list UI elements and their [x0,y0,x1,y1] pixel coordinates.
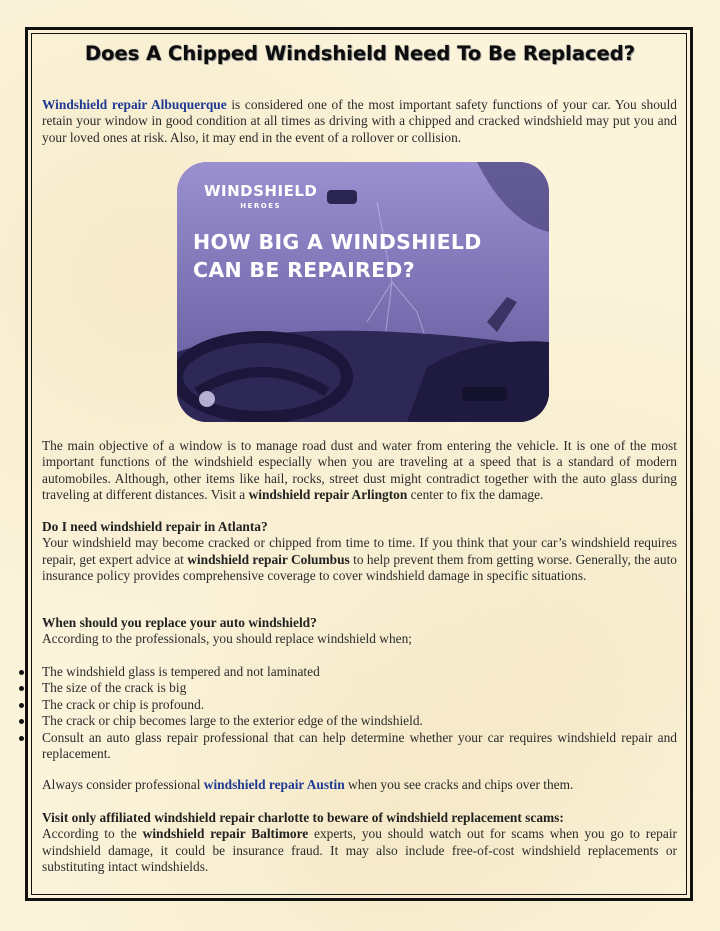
list-item-text: The windshield glass is tempered and not laminated [42,664,320,679]
list-item [0,680,677,696]
list-item [0,664,677,680]
logo-main-text: WINDSHIELD [204,182,318,200]
intro-paragraph [42,97,677,146]
list-item [0,697,677,713]
replace-section [42,615,677,648]
objective-tail: center to fix the damage. [407,487,544,503]
bullet-icon [19,670,24,675]
objective-paragraph [42,438,677,504]
list-item-text: Consult an auto glass repair professional that can help determine whether your car requires windshield repair and replacement. [42,729,677,762]
charlotte-section [42,810,677,876]
atlanta-section [42,519,677,585]
bullet-icon [19,703,24,708]
link-windshield-repair-austin[interactable]: windshield repair Austin [203,777,345,792]
bullet-icon [19,736,24,741]
bold-windshield-repair-arlington: windshield repair Arlington [248,487,408,503]
hero-headline-line-1: HOW BIG A WINDSHIELD [193,230,482,254]
intro-text: is considered one of the most important safety functions of your car. You should retain your window in good condition at all times as driving with a chipped and cracked windshield may put you and your loved ones at risk. Also, it may end in the event of a rollover or collision. [42,97,677,145]
list-item-text: The crack or chip is profound. [42,696,205,712]
austin-tail: when you see cracks and chips over them. [344,777,574,792]
list-item [0,713,677,729]
hero-image [177,162,549,422]
replace-text: According to the professionals, you should replace windshield when; [42,631,413,647]
list-item-text: The crack or chip becomes large to the exterior edge of the windshield. [42,713,423,729]
bullet-icon [19,686,24,691]
logo-sub-text: HEROES [240,202,282,210]
charlotte-tail: experts, you should watch out for scams when you go to repair windshield damage, it could be insurance fraud. It may also include free-of-cost windshield replacements or substituting intact windshields. [42,826,677,875]
charlotte-text: According to the [42,826,143,842]
page-title: Does A Chipped Windshield Need To Be Replaced? [84,42,636,65]
link-windshield-repair-albuquerque[interactable]: Windshield repair Albuquerque [42,97,227,112]
windshield-heroes-logo [204,184,317,213]
hero-headline [193,228,543,284]
bold-windshield-repair-baltimore: windshield repair Baltimore [142,826,309,842]
list-item-text: The size of the crack is big [42,680,187,696]
atlanta-text: Your windshield may become cracked or chipped from time to time. If you think that your car’s windshield requires repair, get expert advice at [42,535,677,567]
replace-reasons-list [0,664,720,762]
replace-heading: When should you replace your auto windshield? [42,615,317,630]
bold-windshield-repair-columbus: windshield repair Columbus [187,551,350,567]
list-item [0,730,677,763]
charlotte-heading: Visit only affiliated windshield repair charlotte to beware of windshield replacement scams: [42,810,564,825]
atlanta-tail: to help prevent them from getting worse. Generally, the auto insurance policy provides comprehensive coverage to cover windshield damage in specific situations. [42,551,677,584]
austin-text: Always consider professional [42,777,204,792]
bullet-icon [19,719,24,724]
austin-paragraph [42,777,677,793]
atlanta-heading: Do I need windshield repair in Atlanta? [42,519,268,534]
hero-headline-line-2: CAN BE REPAIRED? [193,258,415,282]
objective-text: The main objective of a window is to manage road dust and water from entering the vehicle. It is one of the most important functions of the windshield especially when you are traveling at a speed that is a standard of modern automobiles. Although, other items like hail, rocks, street dust might contradict together with the auto glass during traveling at different distances. Visit a [42,438,677,503]
